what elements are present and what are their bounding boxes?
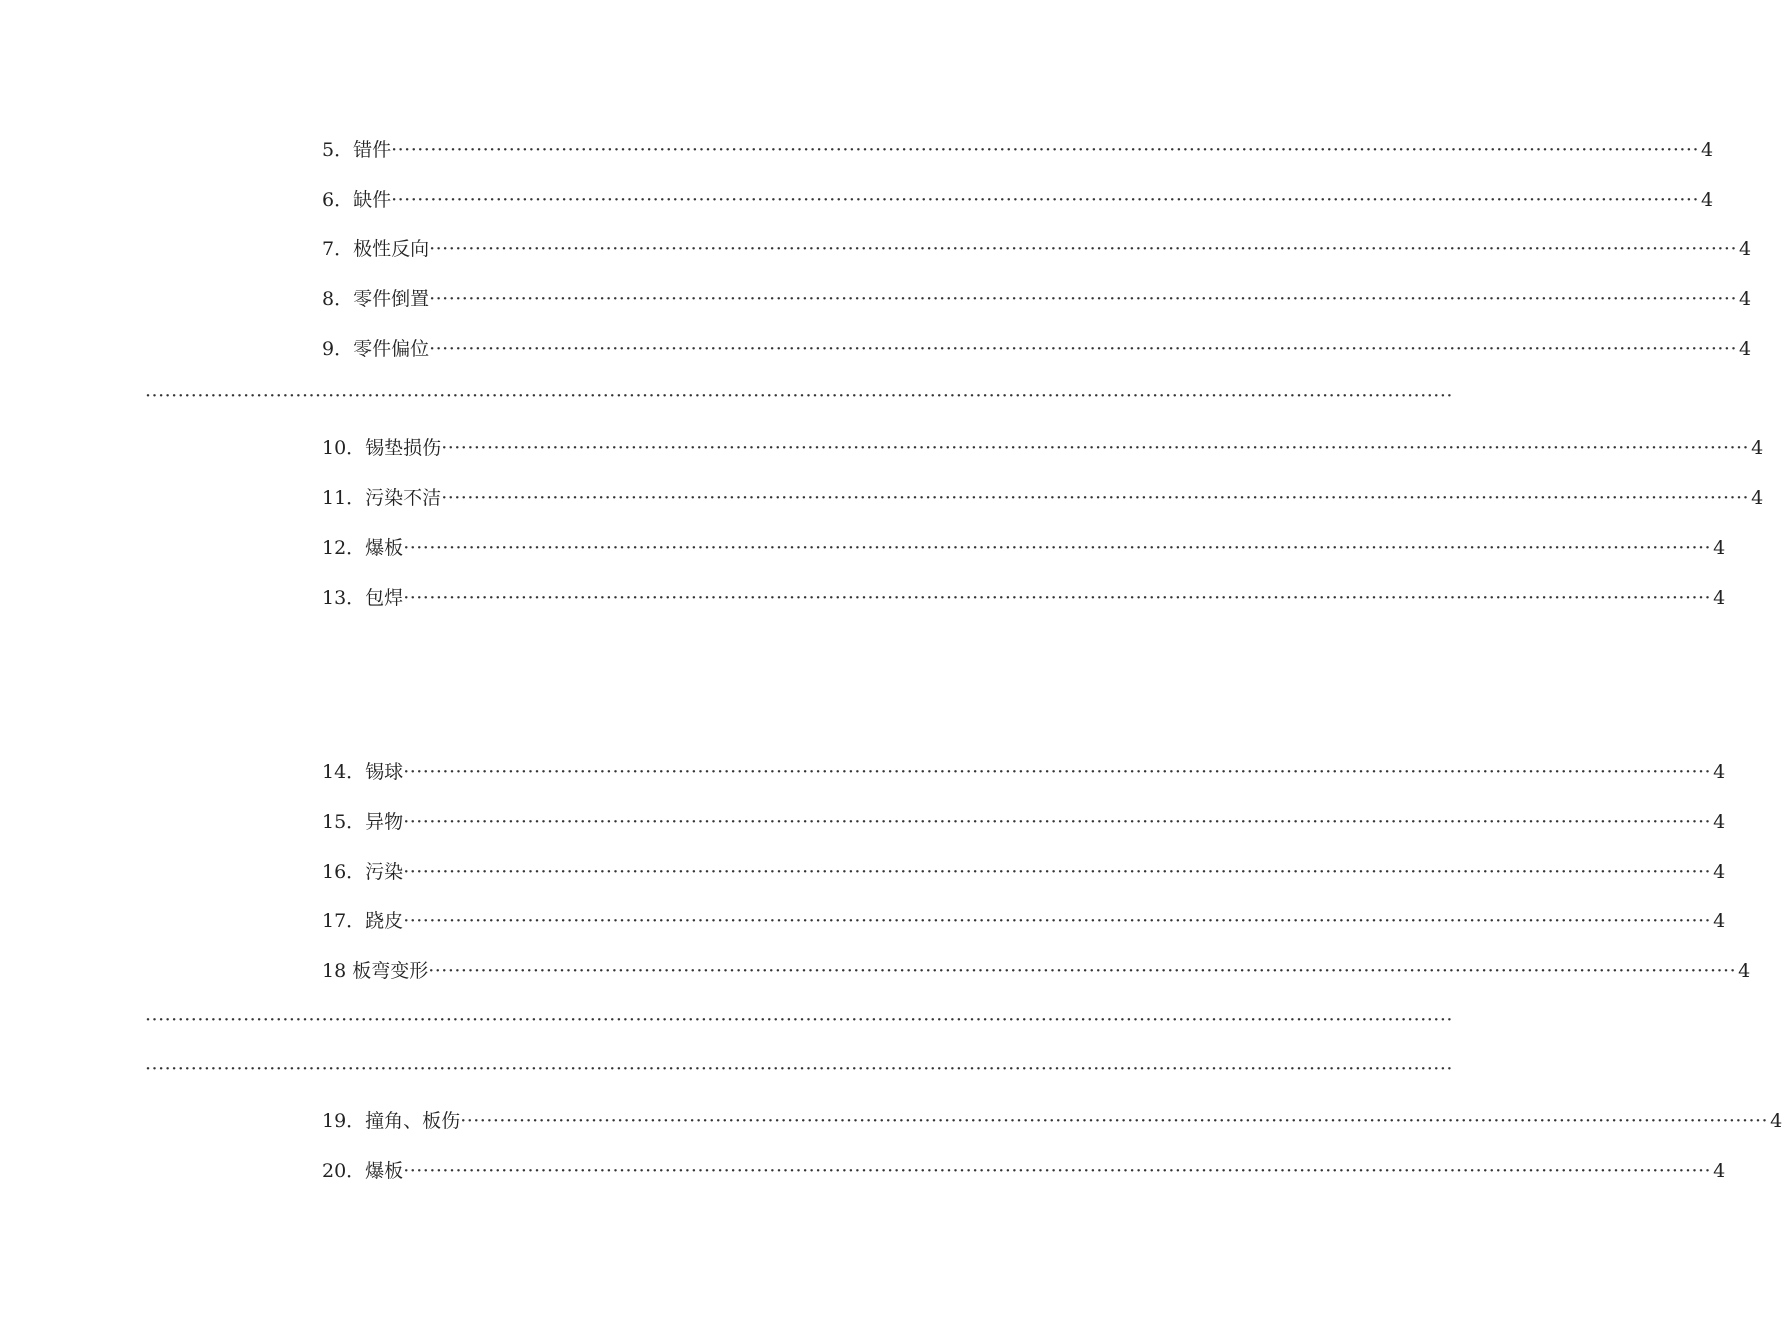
dot-leader: ········································································································································································································: [460, 1110, 1769, 1132]
dot-leader: ········································································································································································································: [428, 960, 1737, 982]
toc-page-number: 4: [1701, 139, 1714, 161]
toc-entry-label: 19．撞角、板伤: [322, 1110, 461, 1132]
toc-page-number: 4: [1739, 338, 1752, 360]
toc-entry-label: 6．缺件: [322, 189, 392, 211]
dot-leader: ········································································································································································································: [403, 910, 1712, 932]
toc-page-number: 4: [1713, 1160, 1726, 1182]
dotted-separator: ········································································································································································································: [145, 1058, 1453, 1080]
toc-entry[interactable]: [322, 336, 1752, 362]
toc-entry-label: 17．跷皮: [322, 910, 404, 932]
dot-leader: ········································································································································································································: [403, 1160, 1712, 1182]
toc-entry-label: 16．污染: [322, 861, 404, 883]
toc-entry-label: 18 板弯变形: [322, 960, 429, 982]
toc-entry[interactable]: [322, 137, 1714, 163]
dot-leader: ········································································································································································································: [441, 437, 1750, 459]
dot-leader: ········································································································································································································: [391, 189, 1700, 211]
dotted-separator: ········································································································································································································: [145, 385, 1453, 407]
toc-entry-label: 10．锡垫损伤: [322, 437, 442, 459]
toc-page-number: 4: [1713, 910, 1726, 932]
toc-entry[interactable]: [322, 236, 1752, 262]
toc-page-number: 4: [1713, 861, 1726, 883]
toc-entry[interactable]: [322, 485, 1764, 511]
toc-entry-label: 11．污染不洁: [322, 487, 442, 509]
toc-entry-label: 15．异物: [322, 811, 404, 833]
dot-leader: ········································································································································································································: [403, 761, 1712, 783]
dot-leader: ········································································································································································································: [441, 487, 1750, 509]
toc-entry[interactable]: [322, 1158, 1726, 1184]
dot-leader: ········································································································································································································: [403, 587, 1712, 609]
dot-leader: ········································································································································································································: [429, 238, 1738, 260]
toc-entry[interactable]: [322, 859, 1726, 885]
toc-entry[interactable]: [322, 585, 1726, 611]
toc-entry-label: 14．锡球: [322, 761, 404, 783]
toc-page-number: 4: [1713, 537, 1726, 559]
dot-leader: ········································································································································································································: [403, 811, 1712, 833]
toc-entry-label: 5．错件: [322, 139, 392, 161]
dotted-separator: ········································································································································································································: [145, 1009, 1453, 1031]
toc-page-number: 4: [1738, 960, 1751, 982]
dot-leader: ········································································································································································································: [403, 537, 1712, 559]
toc-entry-label: 9．零件偏位: [322, 338, 430, 360]
toc-entry-label: 20．爆板: [322, 1160, 404, 1182]
toc-page-number: 4: [1751, 487, 1764, 509]
toc-entry[interactable]: [322, 958, 1751, 984]
toc-entry[interactable]: [322, 187, 1714, 213]
toc-page-number: 4: [1713, 587, 1726, 609]
toc-page-number: 4: [1713, 761, 1726, 783]
toc-entry-label: 13．包焊: [322, 587, 404, 609]
toc-page-number: 4: [1713, 811, 1726, 833]
toc-entry[interactable]: [322, 1108, 1782, 1134]
toc-entry[interactable]: [322, 809, 1726, 835]
toc-page-number: 4: [1770, 1110, 1782, 1132]
toc-page-number: 4: [1751, 437, 1764, 459]
toc-entry[interactable]: [322, 286, 1752, 312]
dot-leader: ········································································································································································································: [391, 139, 1700, 161]
dot-leader: ········································································································································································································: [429, 288, 1738, 310]
toc-page-number: 4: [1701, 189, 1714, 211]
toc-entry[interactable]: [322, 908, 1726, 934]
toc-entry[interactable]: [322, 759, 1726, 785]
toc-page-number: 4: [1739, 288, 1752, 310]
toc-entry-label: 8．零件倒置: [322, 288, 430, 310]
toc-entry-label: 12．爆板: [322, 537, 404, 559]
dot-leader: ········································································································································································································: [429, 338, 1738, 360]
dot-leader: ········································································································································································································: [403, 861, 1712, 883]
toc-page-number: 4: [1739, 238, 1752, 260]
toc-entry[interactable]: [322, 535, 1726, 561]
toc-entry-label: 7．极性反向: [322, 238, 430, 260]
toc-entry[interactable]: [322, 435, 1764, 461]
